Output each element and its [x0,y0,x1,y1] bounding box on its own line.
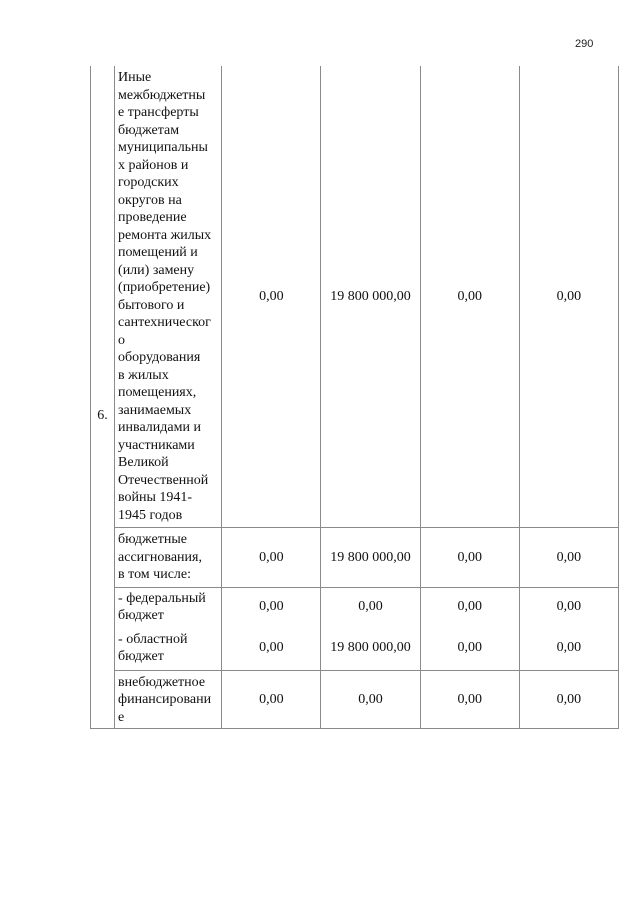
item-number: 6. [97,408,108,424]
value-cell: 0,00 [519,629,618,671]
row-name: Иные межбюджетны е трансферты бюджетам муниципальны х районов и городских округов на проведение ремонта жилых помещений и (или) замену (приобретение) бытового и сантехническог о оборудования в жилых помещениях, занимаемых инвалидами и участниками Великой Отечественной войны 1941- 1945 годов [118,70,212,523]
value-cell: 19 800 000,00 [321,528,420,588]
value-cell: 19 800 000,00 [321,66,420,528]
table-row [91,670,619,729]
row-name-cell: бюджетные ассигнования, в том числе: [115,528,222,588]
row-name-cell: внебюджетное финансировани е [115,670,222,729]
value-cell: 0,00 [519,66,618,528]
value-cell: 0,00 [420,66,519,528]
row-name-cell: - федеральный бюджет [115,587,222,629]
value-cell: 0,00 [321,670,420,729]
table-row [91,66,619,528]
value-cell: 0,00 [420,587,519,629]
value-cell: 0,00 [420,629,519,671]
financing-table [90,66,619,729]
item-number-cell [91,66,115,729]
row-name-cell [115,66,222,528]
value-cell: 0,00 [420,528,519,588]
value-cell: 0,00 [519,587,618,629]
value-cell: 0,00 [420,670,519,729]
table-row [91,587,619,629]
value-cell: 19 800 000,00 [321,629,420,671]
row-name-cell: - областной бюджет [115,629,222,671]
table-row [91,629,619,671]
value-cell: 0,00 [222,528,321,588]
value-cell: 0,00 [222,66,321,528]
value-cell: 0,00 [519,670,618,729]
page-number: 290 [575,38,594,50]
value-cell: 0,00 [222,670,321,729]
value-cell: 0,00 [222,629,321,671]
table-row [91,528,619,588]
value-cell: 0,00 [321,587,420,629]
value-cell: 0,00 [519,528,618,588]
value-cell: 0,00 [222,587,321,629]
